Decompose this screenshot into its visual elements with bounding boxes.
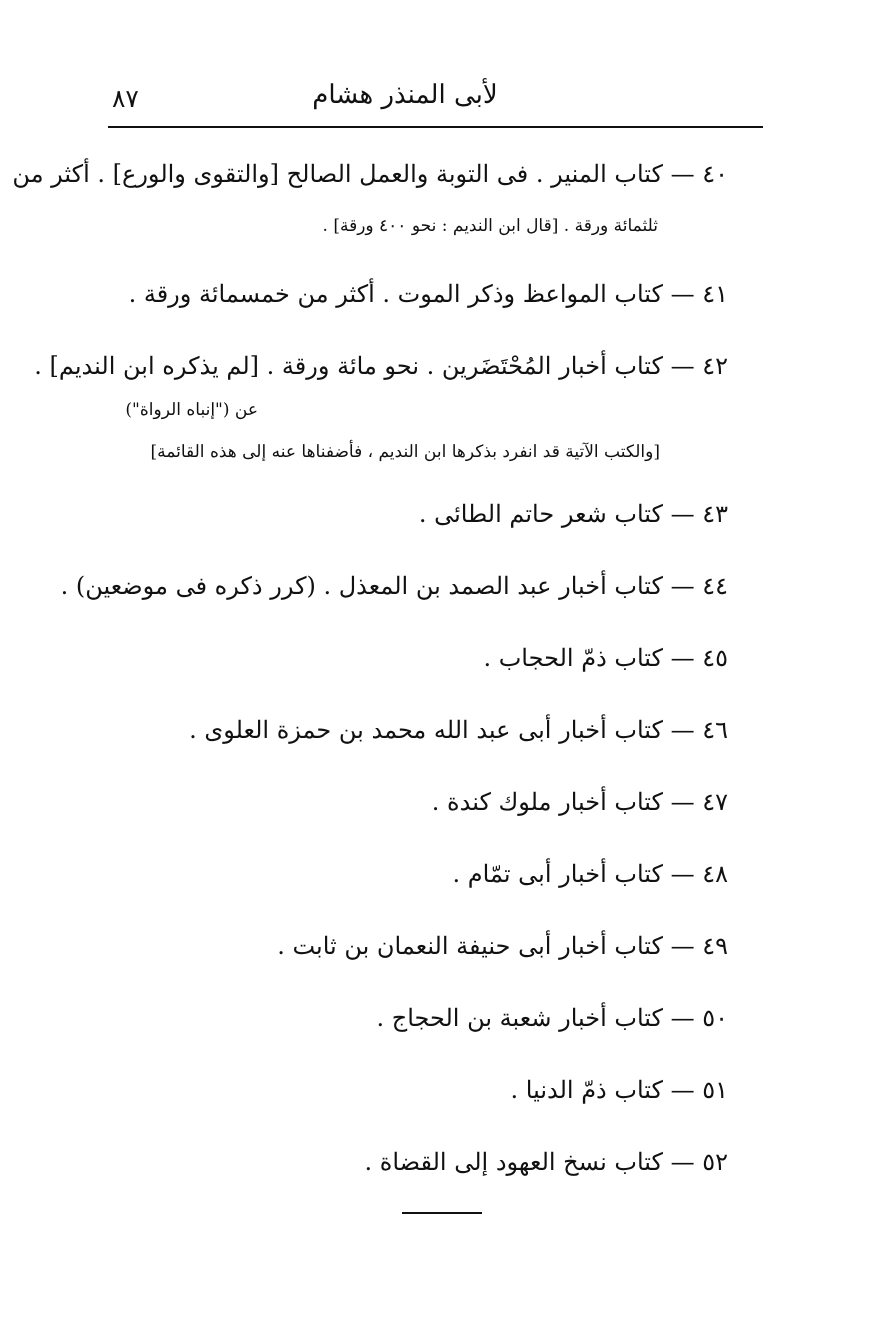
entry-50: ٥٠ — كتاب أخبار شعبة بن الحجاج .: [376, 1004, 728, 1032]
end-rule: [402, 1212, 482, 1214]
entry-52: ٥٢ — كتاب نسخ العهود إلى القضاة .: [364, 1148, 728, 1176]
header-rule: [108, 126, 763, 128]
entry-43: ٤٣ — كتاب شعر حاتم الطائى .: [418, 500, 728, 528]
entry-42: ٤٢ — كتاب أخبار المُحْتَضَرين . نحو مائة ورقة . [لم يذكره ابن النديم] .: [34, 352, 728, 380]
page-number: ٨٧: [112, 84, 139, 113]
entry-40-continuation: ثلثمائة ورقة . [قال ابن النديم : نحو ٤٠٠ ورقة] .: [322, 216, 658, 236]
editor-note: [والكتب الآتية قد انفرد بذكرها ابن النديم ، فأضفناها عنه إلى هذه القائمة]: [150, 442, 660, 462]
entry-40: ٤٠ — كتاب المنير . فى التوبة والعمل الصالح [والتقوى والورع] . أكثر من: [12, 160, 728, 188]
running-header-title: لأبى المنذر هشام: [312, 80, 498, 110]
entry-49: ٤٩ — كتاب أخبار أبى حنيفة النعمان بن ثابت .: [277, 932, 728, 960]
entry-46: ٤٦ — كتاب أخبار أبى عبد الله محمد بن حمزة العلوى .: [189, 716, 728, 744]
source-note: عن ("إنباه الرواة"): [125, 400, 258, 420]
entry-48: ٤٨ — كتاب أخبار أبى تمّام .: [452, 860, 728, 888]
entry-41: ٤١ — كتاب المواعظ وذكر الموت . أكثر من خمسمائة ورقة .: [128, 280, 728, 308]
entry-44: ٤٤ — كتاب أخبار عبد الصمد بن المعذل . (كرر ذكره فى موضعين) .: [60, 572, 728, 600]
entry-47: ٤٧ — كتاب أخبار ملوك كندة .: [431, 788, 728, 816]
entry-45: ٤٥ — كتاب ذمّ الحجاب .: [483, 644, 728, 672]
entry-51: ٥١ — كتاب ذمّ الدنيا .: [510, 1076, 728, 1104]
